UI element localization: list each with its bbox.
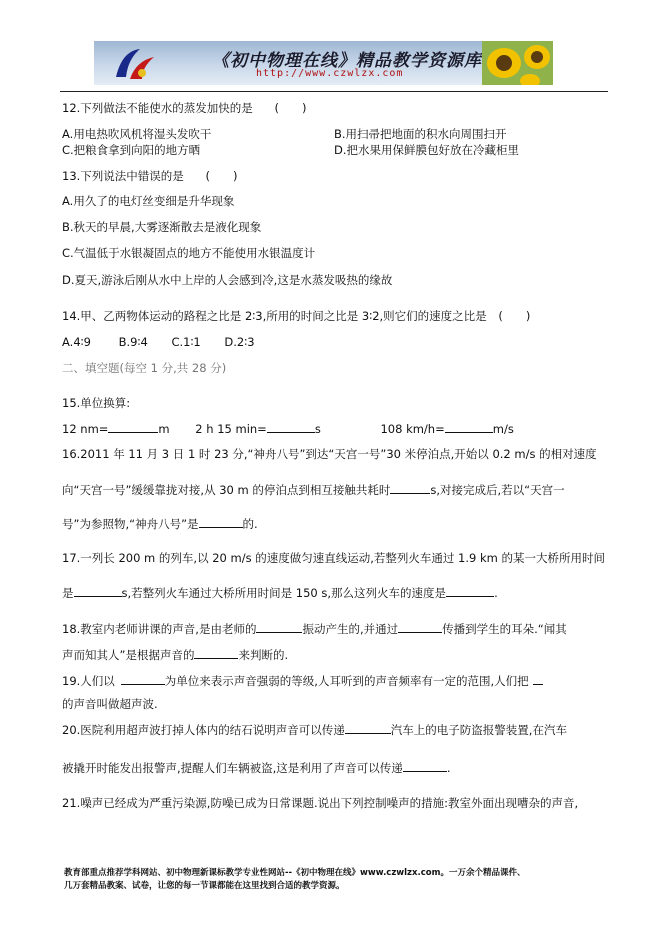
q13-option-b: B.秋天的早晨,大雾逐渐散去是液化现象 [62, 220, 262, 234]
q16-line2-text-a: 向“天宫一号”缓缓靠拢对接,从 30 m 的停泊点到相互接触共耗时 [62, 483, 391, 497]
q19-line1-text-a: 19.人们以 [62, 674, 115, 688]
answer-blank[interactable] [267, 421, 315, 433]
q20-line2-text-a: 被撬开时能发出报警声,提醒人们车辆被盗,这是利用了声音可以传递 [62, 761, 403, 775]
q18-line1-text-c: 传播到学生的耳朵.“闻其 [442, 622, 567, 636]
q21-line1: 21.噪声已经成为严重污染源,防噪已成为日常课题.说出下列控制噪声的措施:教室外面出现嘈杂的声音, [62, 796, 579, 810]
footer-line2: 几万套精品教案、试卷，让您的每一节课都能在这里找到合适的教学资源。 [64, 881, 345, 891]
q12-stem: 12.下列做法不能使水的蒸发加快的是 [62, 101, 253, 115]
q16-line3-text-a: 号”为参照物,“神舟八号”是 [62, 517, 199, 531]
question-15: 15.单位换算: [62, 396, 131, 410]
q13-option-a: A.用久了的电灯丝变细是升华现象 [62, 194, 235, 208]
answer-blank[interactable] [533, 673, 543, 685]
q12-option-d: D.把水果用保鲜膜包好放在冷藏柜里 [334, 143, 520, 157]
q17-line2-text-a: 是 [62, 586, 74, 600]
q18-line2 [62, 647, 288, 662]
q15-part3-label: 108 km/h= [380, 422, 445, 436]
q15-part1-label: 12 nm= [62, 422, 109, 436]
site-logo-icon [112, 47, 158, 81]
q18-line1-text-b: 振动产生的,并通过 [302, 622, 399, 636]
q19-line1-text-b: 为单位来表示声音强弱的等级,人耳听到的声音频率有一定的范围,人们把 [164, 674, 529, 688]
header-banner [94, 41, 553, 85]
answer-blank[interactable] [108, 421, 158, 433]
q13-option-d: D.夏天,游泳后刚从水中上岸的人会感到冷,这是水蒸发吸热的缘故 [62, 273, 393, 287]
q12-row1 [62, 127, 507, 141]
q14-option-d: D.2∶3 [224, 335, 255, 349]
q15-parts [62, 421, 514, 436]
q12-row2 [62, 143, 520, 157]
q16-line2-text-b: s,对接完成后,若以“天宫一 [430, 483, 565, 497]
q16-line3 [62, 516, 258, 531]
answer-blank[interactable] [390, 482, 430, 494]
q17-line2-text-b: s,若整列火车通过大桥所用时间是 150 s,那么这列火车的速度是 [121, 586, 447, 600]
q20-line2 [62, 760, 450, 775]
q14-option-a: A.4∶9 [62, 335, 91, 349]
q14-option-b: B.9∶4 [118, 335, 148, 349]
answer-blank[interactable] [256, 621, 302, 633]
q13-paren: ( ) [205, 169, 238, 183]
q14-stem: 14.甲、乙两物体运动的路程之比是 2∶3,所用的时间之比是 3∶2,则它们的速度之比是 [62, 309, 487, 323]
q17-line2-text-c: . [494, 586, 498, 600]
q20-line2-text-b: . [446, 761, 451, 775]
answer-blank[interactable] [194, 647, 238, 659]
q19-line1 [62, 673, 543, 688]
q19-line2: 的声音叫做超声波. [62, 697, 158, 711]
answer-blank[interactable] [403, 760, 447, 772]
q13-option-c: C.气温低于水银凝固点的地方不能使用水银温度计 [62, 246, 316, 260]
q20-line1-text-b: 汽车上的电子防盗报警装置,在汽车 [390, 723, 567, 737]
q18-line1-text-a: 18.教室内老师讲课的声音,是由老师的 [62, 622, 257, 636]
banner-title: 《初中物理在线》精品教学资源库 [212, 51, 482, 71]
answer-blank[interactable] [445, 421, 493, 433]
question-12 [62, 101, 306, 115]
q15-part2-label: 2 h 15 min= [195, 422, 267, 436]
q17-line2 [62, 585, 498, 600]
answer-blank[interactable] [398, 621, 442, 633]
sunflower-icon [482, 41, 553, 85]
q18-line2-text-a: 声而知其人”是根据声音的 [62, 648, 195, 662]
banner-url[interactable]: http://www.czwlzx.com [256, 68, 404, 79]
answer-blank[interactable] [345, 722, 391, 734]
header-rule [60, 91, 608, 92]
q15-part1-unit: m [158, 422, 170, 436]
q12-paren: ( ) [274, 101, 307, 115]
q14-option-c: C.1∶1 [171, 335, 201, 349]
answer-blank[interactable] [121, 673, 165, 685]
answer-blank[interactable] [74, 585, 122, 597]
section-2-heading: 二、填空题(每空 1 分,共 28 分) [62, 361, 227, 375]
q15-part3-unit: m/s [492, 422, 514, 436]
q16-line1: 16.2011 年 11 月 3 日 1 时 23 分,“神舟八号”到达“天宫一号”30 米停泊点,开始以 0.2 m/s 的相对速度 [62, 447, 597, 461]
q16-line2 [62, 482, 565, 497]
q18-line1 [62, 621, 567, 636]
q13-stem: 13.下列说法中错误的是 [62, 169, 184, 183]
q17-line1: 17.一列长 200 m 的列车,以 20 m/s 的速度做匀速直线运动,若整列火车通过 1.9 km 的某一大桥所用时间 [62, 551, 606, 565]
answer-blank[interactable] [199, 516, 243, 528]
question-13 [62, 169, 237, 183]
q15-part2-unit: s [314, 422, 321, 436]
q12-option-a: A.用电热吹风机将湿头发吹干 [62, 127, 212, 141]
q14-paren: ( ) [498, 309, 531, 323]
q16-line3-text-b: 的. [242, 517, 258, 531]
q14-options [62, 335, 255, 349]
q12-option-b: B.用扫帚把地面的积水向周围扫开 [334, 127, 507, 141]
answer-blank[interactable] [446, 585, 494, 597]
q12-option-c: C.把粮食拿到向阳的地方晒 [62, 143, 201, 157]
q20-line1 [62, 722, 567, 737]
question-14 [62, 309, 530, 323]
q18-line2-text-b: 来判断的. [238, 648, 289, 662]
q20-line1-text-a: 20.医院利用超声波打掉人体内的结石说明声音可以传递 [62, 723, 345, 737]
footer-line1: 教育部重点推荐学科网站、初中物理新课标教学专业性网站--《初中物理在线》www.czwlzx.com。一万余个精品课件、 [64, 868, 526, 878]
